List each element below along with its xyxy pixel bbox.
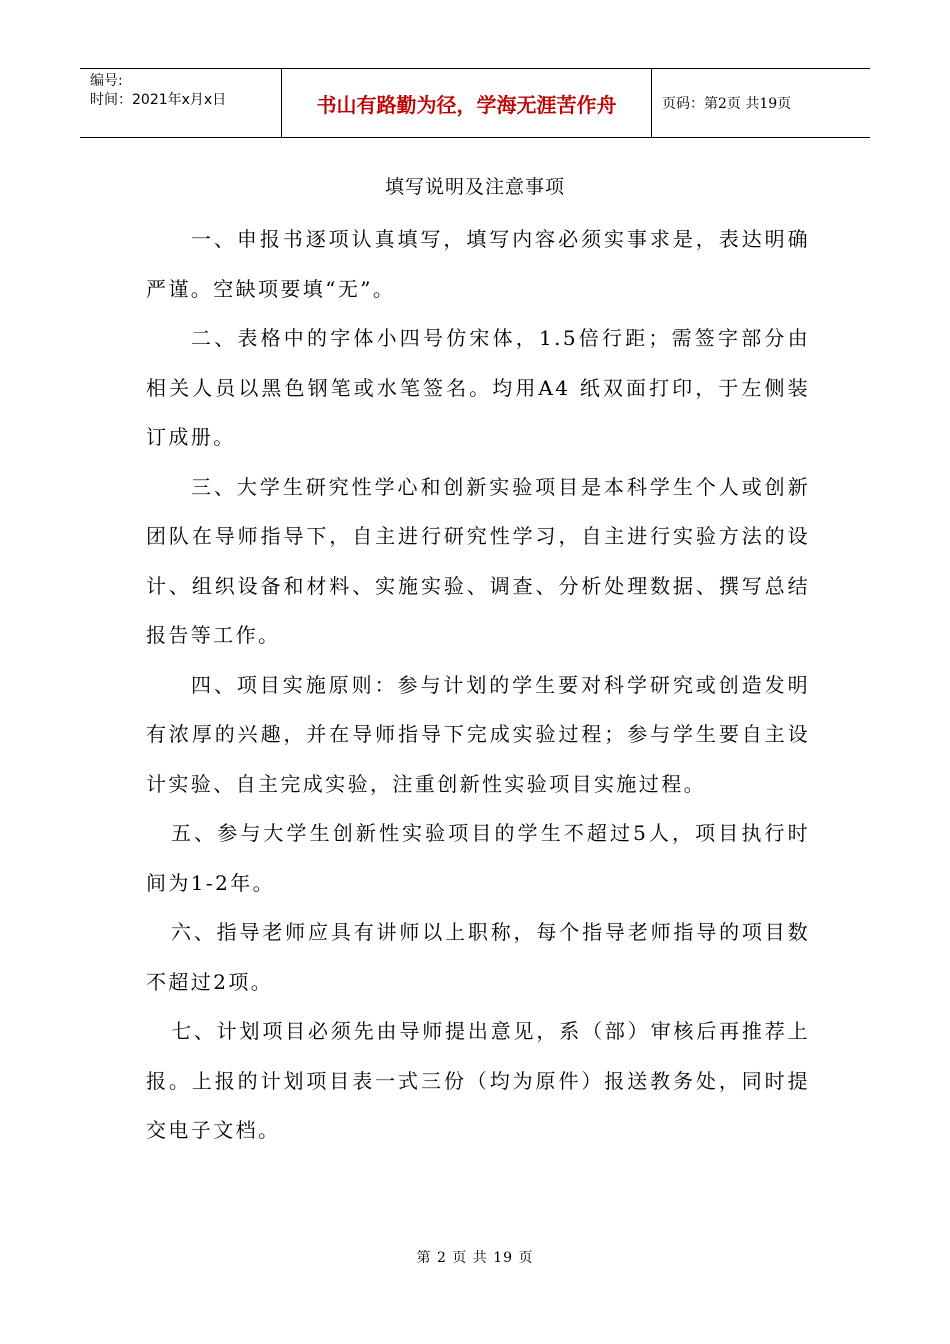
page-footer: 第 2 页 共 19 页: [416, 1250, 534, 1266]
header-page-info: 页码：第2页 共19页: [662, 96, 792, 112]
instruction-paragraph-6: 六、指导老师应具有讲师以上职称，每个指导老师指导的项目数不超过2项。: [146, 920, 810, 994]
instructions-body: [146, 215, 810, 1156]
document-title: 填写说明及注意事项: [384, 176, 565, 198]
header-motto: 书山有路勤为径，学海无涯苦作舟: [282, 69, 652, 137]
instruction-paragraph-5: 五、参与大学生创新性实验项目的学生不超过5人，项目执行时间为1-2年。: [146, 821, 810, 895]
header-number-label: 编号:: [90, 73, 123, 89]
header-meta-cell: [80, 69, 282, 137]
page-header: [80, 68, 870, 138]
instruction-paragraph-4: 四、项目实施原则：参与计划的学生要对科学研究或创造发明有浓厚的兴趣，并在导师指导下完成实验过程；参与学生要自主设计实验、自主完成实验，注重创新性实验项目实施过程。: [146, 672, 810, 796]
instruction-paragraph-1: 一、申报书逐项认真填写，填写内容必须实事求是，表达明确严谨。空缺项要填“无”。: [146, 227, 810, 301]
instruction-paragraph-2: 二、表格中的字体小四号仿宋体，1.5倍行距；需签字部分由相关人员以黑色钢笔或水笔签名。均用A4 纸双面打印，于左侧装订成册。: [146, 326, 810, 449]
instruction-paragraph-3: 三、大学生研究性学心和创新实验项目是本科学生个人或创新团队在导师指导下，自主进行研究性学习，自主进行实验方法的设计、组织设备和材料、实施实验、调查、分析处理数据、撰写总结报告等工作。: [146, 474, 810, 647]
header-time-label: 时间：2021年x月x日: [90, 92, 227, 108]
instruction-paragraph-7: 七、计划项目必须先由导师提出意见，系（部）审核后再推荐上报。上报的计划项目表一式三份（均为原件）报送教务处，同时提交电子文档。: [146, 1019, 810, 1142]
